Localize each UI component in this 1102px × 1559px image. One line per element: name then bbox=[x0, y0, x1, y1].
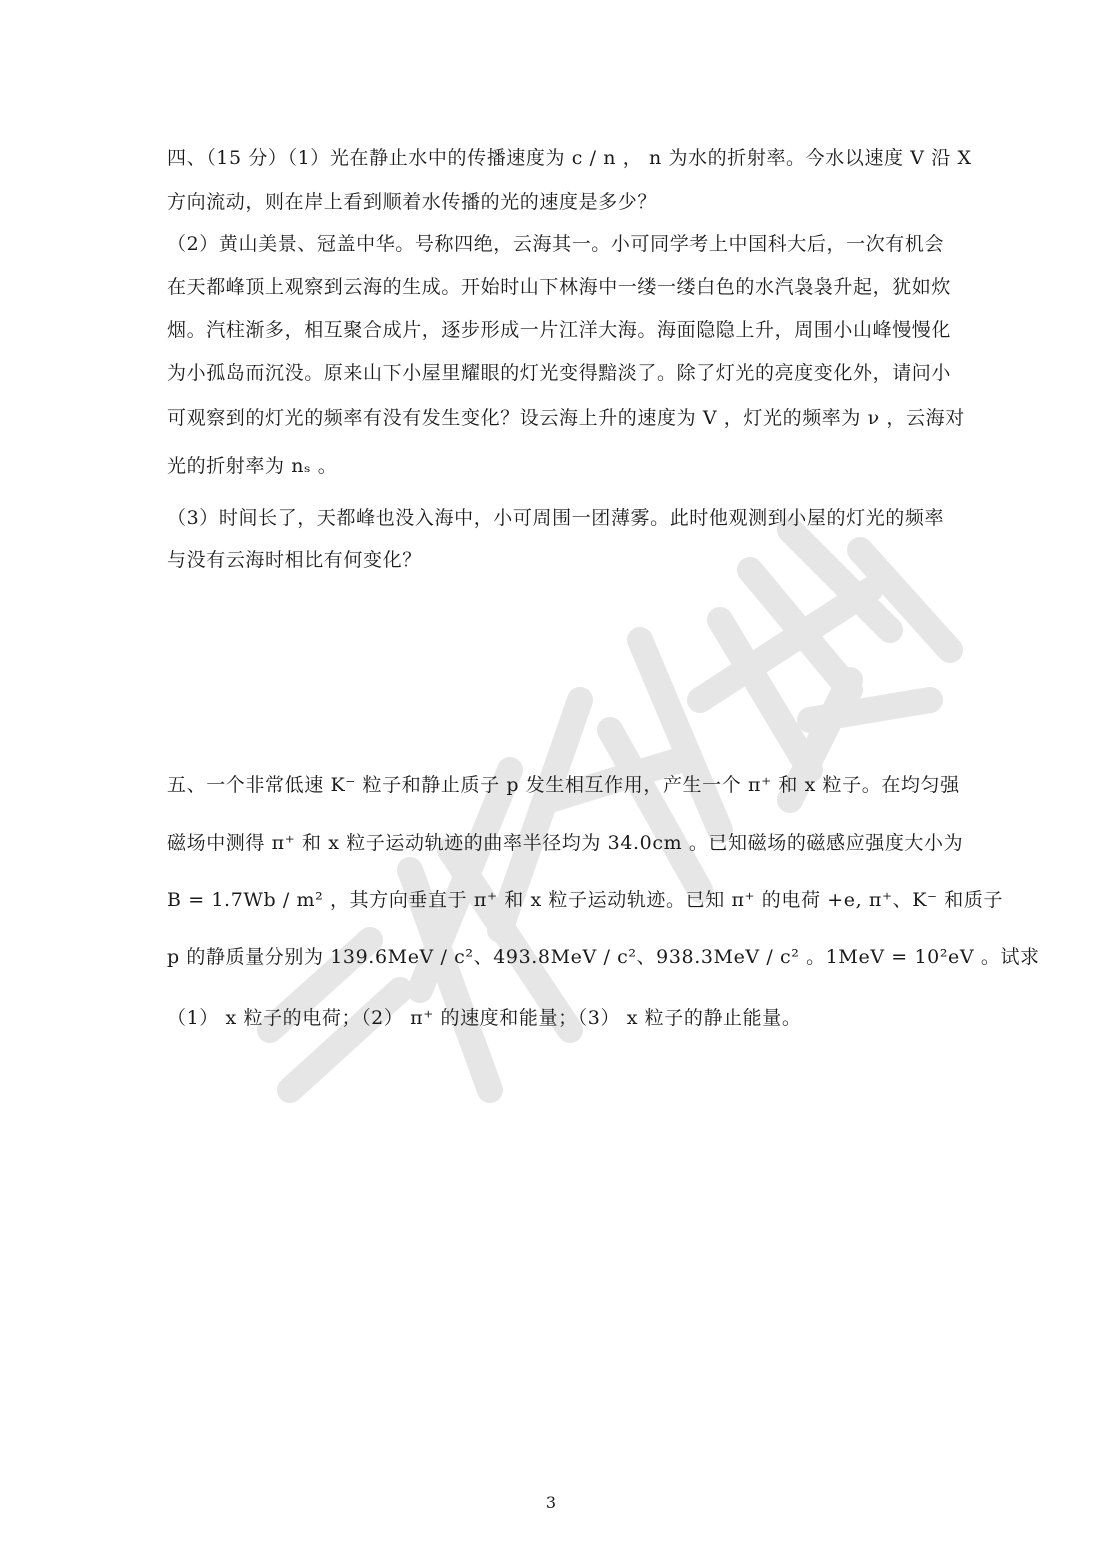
problem4-line-9: （3）时间长了，天都峰也没入海中，小可周围一团薄雾。此时他观测到小屋的灯光的频率 bbox=[167, 507, 945, 529]
problem4-line-7: 可观察到的灯光的频率有没有发生变化？设云海上升的速度为 V ，灯光的频率为 ν ，云海对 bbox=[167, 407, 965, 429]
page-number: 3 bbox=[545, 1493, 557, 1512]
problem4-line-1: 四、（15 分）（1）光在静止水中的传播速度为 c / n ， n 为水的折射率。今水以速度 V 沿 X bbox=[167, 147, 972, 169]
problem4-line-4: 在天都峰顶上观察到云海的生成。开始时山下林海中一缕一缕白色的水汽袅袅升起，犹如炊 bbox=[167, 276, 952, 298]
problem4-line-8: 光的折射率为 nₛ 。 bbox=[167, 455, 338, 477]
problem5-line-5: （1） x 粒子的电荷；（2） π⁺ 的速度和能量；（3） x 粒子的静止能量。 bbox=[167, 1007, 802, 1029]
problem4-line-5: 烟。汽柱渐多，相互聚合成片，逐步形成一片江洋大海。海面隐隐上升，周围小山峰慢慢化 bbox=[167, 319, 952, 341]
problem4-line-3: （2）黄山美景、冠盖中华。号称四绝，云海其一。小可同学考上中国科大后，一次有机会 bbox=[167, 233, 945, 255]
problem4-line-6: 为小孤岛而沉没。原来山下小屋里耀眼的灯光变得黯淡了。除了灯光的亮度变化外，请问小 bbox=[167, 362, 952, 384]
problem4-line-10: 与没有云海时相比有何变化？ bbox=[167, 549, 422, 571]
problem4-line-2: 方向流动，则在岸上看到顺着水传播的光的速度是多少？ bbox=[167, 191, 658, 213]
problem5-line-3: B = 1.7Wb / m² ，其方向垂直于 π⁺ 和 x 粒子运动轨迹。已知 π⁺ 的电荷 +e, π⁺、K⁻ 和质子 bbox=[167, 889, 1004, 911]
problem5-line-4: p 的静质量分别为 139.6MeV / c²、493.8MeV / c²、938.3MeV / c² 。1MeV = 10²eV 。试求 bbox=[167, 946, 1040, 968]
problem5-line-1: 五、一个非常低速 K⁻ 粒子和静止质子 p 发生相互作用，产生一个 π⁺ 和 x 粒子。在均匀强 bbox=[167, 774, 960, 796]
problem5-line-2: 磁场中测得 π⁺ 和 x 粒子运动轨迹的曲率半径均为 34.0cm 。已知磁场的磁感应强度大小为 bbox=[167, 832, 964, 854]
